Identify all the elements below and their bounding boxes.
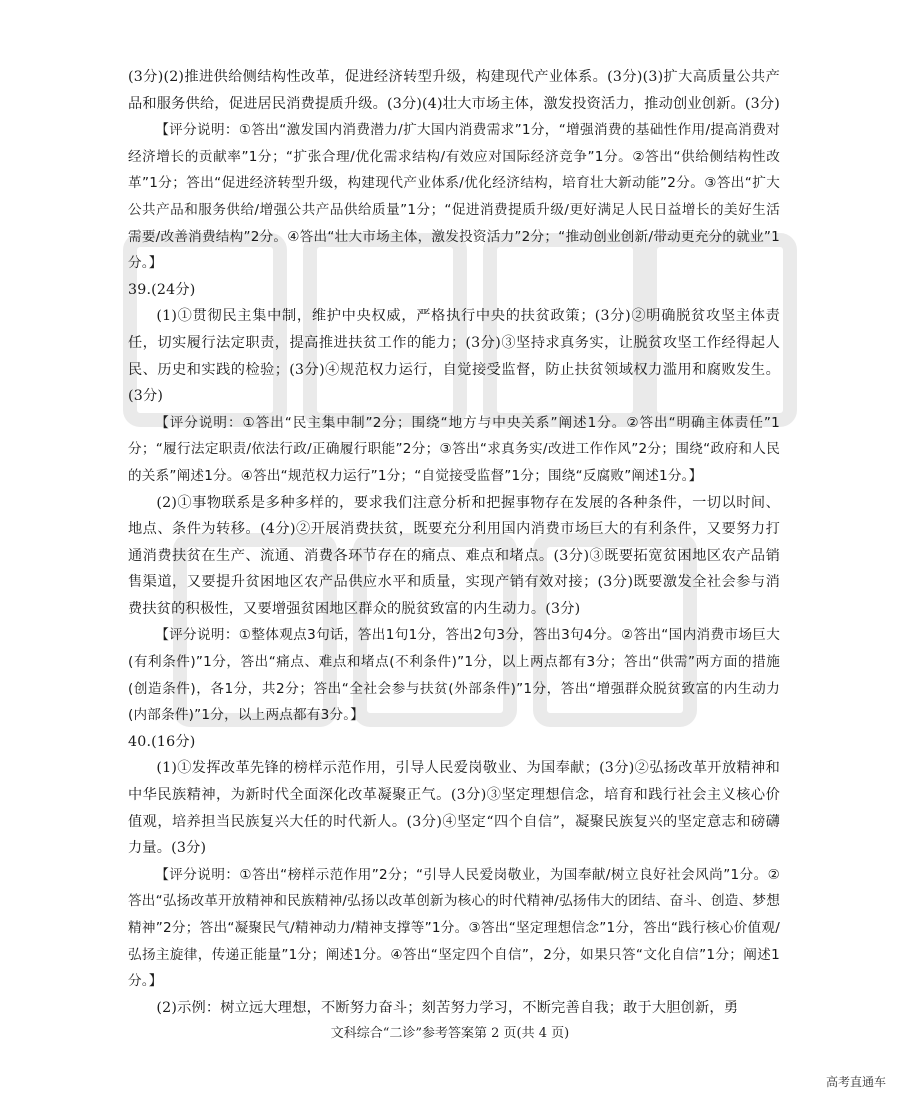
corner-watermark-text: 高考直通车	[825, 1075, 886, 1089]
paragraph-39-2: (2)①事物联系是多种多样的，要求我们注意分析和把握事物存在发展的各种条件，一切以时间、地点、条件为转移。(4分)②开展消费扶贫，既要充分利用国内消费市场巨大的有利条件，又要努力打通消费扶贫在生产、流通、消费各环节存在的痛点、难点和堵点。(3分)③既要拓宽贫困地区农产品销售渠道，又要提升贫困地区农产品供应水平和质量，实现产销有效对接；(3分)既要激发全社会参与消费扶贫的积极性，又要增强贫困地区群众的脱贫致富的内生动力。(3分)	[128, 494, 780, 617]
scoring-note-38: 【评分说明：①答出“激发国内消费潜力/扩大国内消费需求”1分，“增强消费的基础性作用/提高消费对经济增长的贡献率”1分；“扩张合理/优化需求结构/有效应对国际经济竞争”1分。②答出“供给侧结构性改革”1分；答出“促进经济转型升级，构建现代产业体系/优化经济结构，培育壮大新动能”2分。③答出“扩大公共产品和服务供给/增强公共产品供给质量”1分；“促进消费提质升级/更好满足人民日益增长的美好生活需要/改善消费结构”2分。④答出“壮大市场主体，激发投资活力”2分；“推动创业创新/带动更充分的就业”1分。】	[128, 122, 780, 272]
question-39-heading: 39.(24分)	[128, 281, 196, 298]
scoring-note-39-1: 【评分说明：①答出“民主集中制”2分；围绕“地方与中央关系”阐述1分。②答出“明确主体责任”1分；“履行法定职责/依法行政/正确履行职能”2分；③答出“求真务实/改进工作作风”2分；围绕“政府和人民的关系”阐述1分。④答出“规范权力运行”1分；“自觉接受监督”1分；围绕“反腐败”阐述1分。】	[128, 414, 780, 484]
page-footer: 文科综合“二诊”参考答案第 2 页(共 4 页)	[330, 1026, 570, 1041]
question-40-heading: 40.(16分)	[128, 733, 196, 750]
scoring-note-39-2: 【评分说明：①整体观点3句话，答出1句1分，答出2句3分，答出3句4分。②答出“国内消费市场巨大(有利条件)”1分，答出“痛点、难点和堵点(不利条件)”1分，以上两点都有3分；答出“供需”两方面的措施(创造条件)，各1分，共2分；答出“全社会参与扶贫(外部条件)”1分，答出“增强群众脱贫致富的内生动力(内部条件)”1分，以上两点都有3分。】	[128, 627, 780, 724]
paragraph-39-1: (1)①贯彻民主集中制，维护中央权威，严格执行中央的扶贫政策；(3分)②明确脱贫攻坚主体责任，切实履行法定职责，提高推进扶贫工作的能力；(3分)③坚持求真务实，让脱贫攻坚工作经得起人民、历史和实践的检验；(3分)④规范权力运行，自觉接受监督，防止扶贫领域权力滥用和腐败发生。(3分)	[128, 308, 780, 405]
scoring-note-40-1: 【评分说明：①答出“榜样示范作用”2分；“引导人民爱岗敬业，为国奉献/树立良好社会风尚”1分。②答出“弘扬改革开放精神和民族精神/弘扬以改革创新为核心的时代精神/弘扬伟大的团结、奋斗、创造、梦想精神”2分；答出“凝聚民气/精神动力/精神支撑等”1分。③答出“坚定理想信念”1分，答出“践行核心价值观/弘扬主旋律，传递正能量”1分；阐述1分。④答出“坚定四个自信”，2分，如果只答“文化自信”1分；阐述1分。】	[128, 866, 780, 990]
paragraph-40-1: (1)①发挥改革先锋的榜样示范作用，引导人民爱岗敬业、为国奉献；(3分)②弘扬改革开放精神和中华民族精神，为新时代全面深化改革凝聚正气。(3分)③坚定理想信念，培育和践行社会主义核心价值观，培养担当民族复兴大任的时代新人。(3分)④坚定“四个自信”，凝聚民族复兴的坚定意志和磅礴力量。(3分)	[128, 760, 780, 857]
answer-content	[128, 64, 780, 1021]
paragraph-1: (3分)(2)推进供给侧结构性改革，促进经济转型升级，构建现代产业体系。(3分)(3)扩大高质量公共产品和服务供给，促进居民消费提质升级。(3分)(4)壮大市场主体，激发投资活力，推动创业创新。(3分)	[128, 69, 780, 112]
paragraph-40-2: (2)示例：树立远大理想，不断努力奋斗；刻苦努力学习，不断完善自我；敢于大胆创新，勇	[156, 999, 739, 1016]
